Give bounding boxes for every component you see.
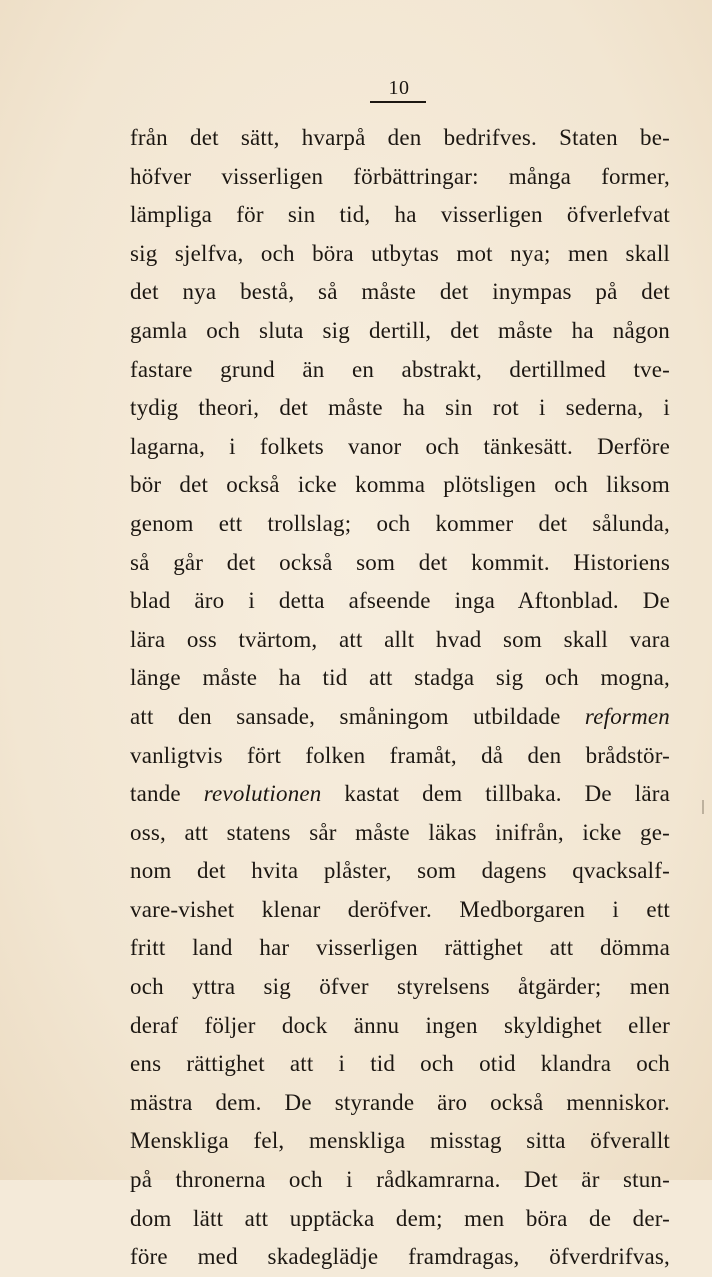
text-line-with-italic [130, 775, 670, 814]
italic-word-reformen: reformen [584, 703, 670, 729]
text-line: vare-vishet klenar deröfver. Medborgaren i ett [130, 896, 670, 922]
text-line: fritt land har visserligen rättighet att dömma [130, 935, 670, 961]
text-line: lära oss tvärtom, att allt hvad som skall vara [130, 626, 670, 652]
text-line: lagarna, i folkets vanor och tänkesätt. Derföre [130, 433, 670, 459]
page-number: 10 [388, 77, 410, 99]
text-line: deraf följer dock ännu ingen skyldighet eller [130, 1012, 670, 1038]
text-segment: tande [130, 781, 204, 807]
text-line: vanligtvis fört folken framåt, då den brådstör- [130, 742, 670, 768]
text-line: bör det också icke komma plötsligen och liksom [130, 472, 670, 498]
text-line: genom ett trollslag; och kommer det sålunda, [130, 510, 670, 536]
text-line: länge måste ha tid att stadga sig och mogna, [130, 665, 670, 691]
text-line: nom det hvita plåster, som dagens qvacksalf- [130, 858, 670, 884]
text-line: så går det också som det kommit. Historiens [130, 549, 670, 575]
page-edge-mark [702, 800, 704, 814]
text-line: mästra dem. De styrande äro också menniskor. [130, 1089, 670, 1115]
text-segment: kastat dem tillbaka. De lära [321, 781, 670, 807]
text-segment: att den sansade, småningom utbildade [130, 703, 585, 729]
text-line: sig sjelfva, och böra utbytas mot nya; men skall [130, 240, 670, 266]
body-text [130, 119, 670, 1277]
text-line: dom lätt att upptäcka dem; men böra de der- [130, 1205, 670, 1231]
text-line: och yttra sig öfver styrelsens åtgärder; men [130, 974, 670, 1000]
text-line: oss, att statens sår måste läkas inifrån, icke ge- [130, 819, 670, 845]
italic-word-revolutionen: revolutionen [203, 781, 322, 807]
text-line: före med skadeglädje framdragas, öfverdrifvas, [130, 1244, 670, 1270]
text-line: ens rättighet att i tid och otid klandra och [130, 1051, 670, 1077]
text-line: lämpliga för sin tid, ha visserligen öfverlefvat [130, 202, 670, 228]
text-line: det nya bestå, så måste det inympas på det [130, 279, 670, 305]
text-line: gamla och sluta sig dertill, det måste ha någon [130, 317, 670, 343]
text-line: Menskliga fel, menskliga misstag sitta öfverallt [130, 1128, 670, 1154]
text-line: tydig theori, det måste ha sin rot i sederna, i [130, 395, 670, 421]
text-line: från det sätt, hvarpå den bedrifves. Staten be- [130, 125, 670, 150]
text-line: blad äro i detta afseende inga Aftonblad. De [130, 588, 670, 614]
text-line: höfver visserligen förbättringar: många former, [130, 163, 670, 189]
text-line-with-italic [130, 698, 670, 737]
page-number-rule [370, 101, 426, 103]
text-line: fastare grund än en abstrakt, dertillmed tve- [130, 356, 670, 382]
text-line: på thronerna och i rådkamrarna. Det är stun- [130, 1167, 670, 1193]
